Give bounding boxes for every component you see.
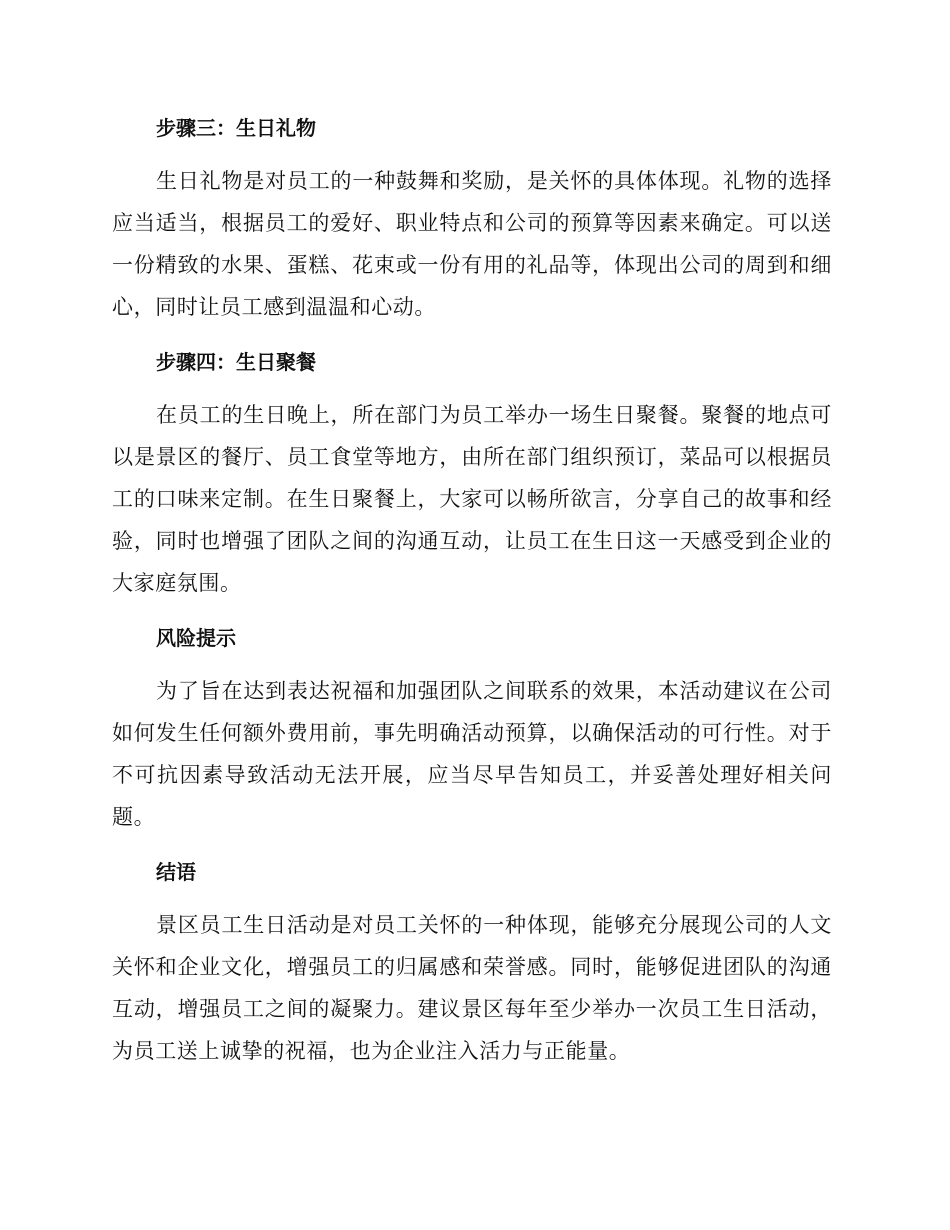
section-birthday-gift (112, 108, 832, 328)
document-page (112, 108, 832, 1086)
section-heading: 步骤四：生日聚餐 (156, 350, 316, 374)
section-paragraph: 为了旨在达到表达祝福和加强团队之间联系的效果，本活动建议在公司如何发生任何额外费用前，事先明确活动预算，以确保活动的可行性。对于不可抗因素导致活动无法开展，应当尽早告知员工，并妥善处理好相关问题。 (112, 679, 832, 829)
section-paragraph: 生日礼物是对员工的一种鼓舞和奖励，是关怀的具体体现。礼物的选择应当适当，根据员工的爱好、职业特点和公司的预算等因素来确定。可以送一份精致的水果、蛋糕、花束或一份有用的礼品等，体现出公司的周到和细心，同时让员工感到温温和心动。 (112, 169, 832, 319)
section-risk-notice (112, 618, 832, 838)
section-heading: 步骤三：生日礼物 (156, 116, 316, 140)
section-heading: 风险提示 (156, 626, 236, 650)
section-birthday-dinner (112, 342, 832, 604)
section-heading: 结语 (156, 860, 196, 884)
section-paragraph: 景区员工生日活动是对员工关怀的一种体现，能够充分展现公司的人文关怀和企业文化，增强员工的归属感和荣誉感。同时，能够促进团队的沟通互动，增强员工之间的凝聚力。建议景区每年至少举办一次员工生日活动，为员工送上诚挚的祝福，也为企业注入活力与正能量。 (112, 913, 832, 1063)
section-conclusion (112, 852, 832, 1072)
section-paragraph: 在员工的生日晚上，所在部门为员工举办一场生日聚餐。聚餐的地点可以是景区的餐厅、员工食堂等地方，由所在部门组织预订，菜品可以根据员工的口味来定制。在生日聚餐上，大家可以畅所欲言，分享自己的故事和经验，同时也增强了团队之间的沟通互动，让员工在生日这一天感受到企业的大家庭氛围。 (112, 403, 832, 595)
